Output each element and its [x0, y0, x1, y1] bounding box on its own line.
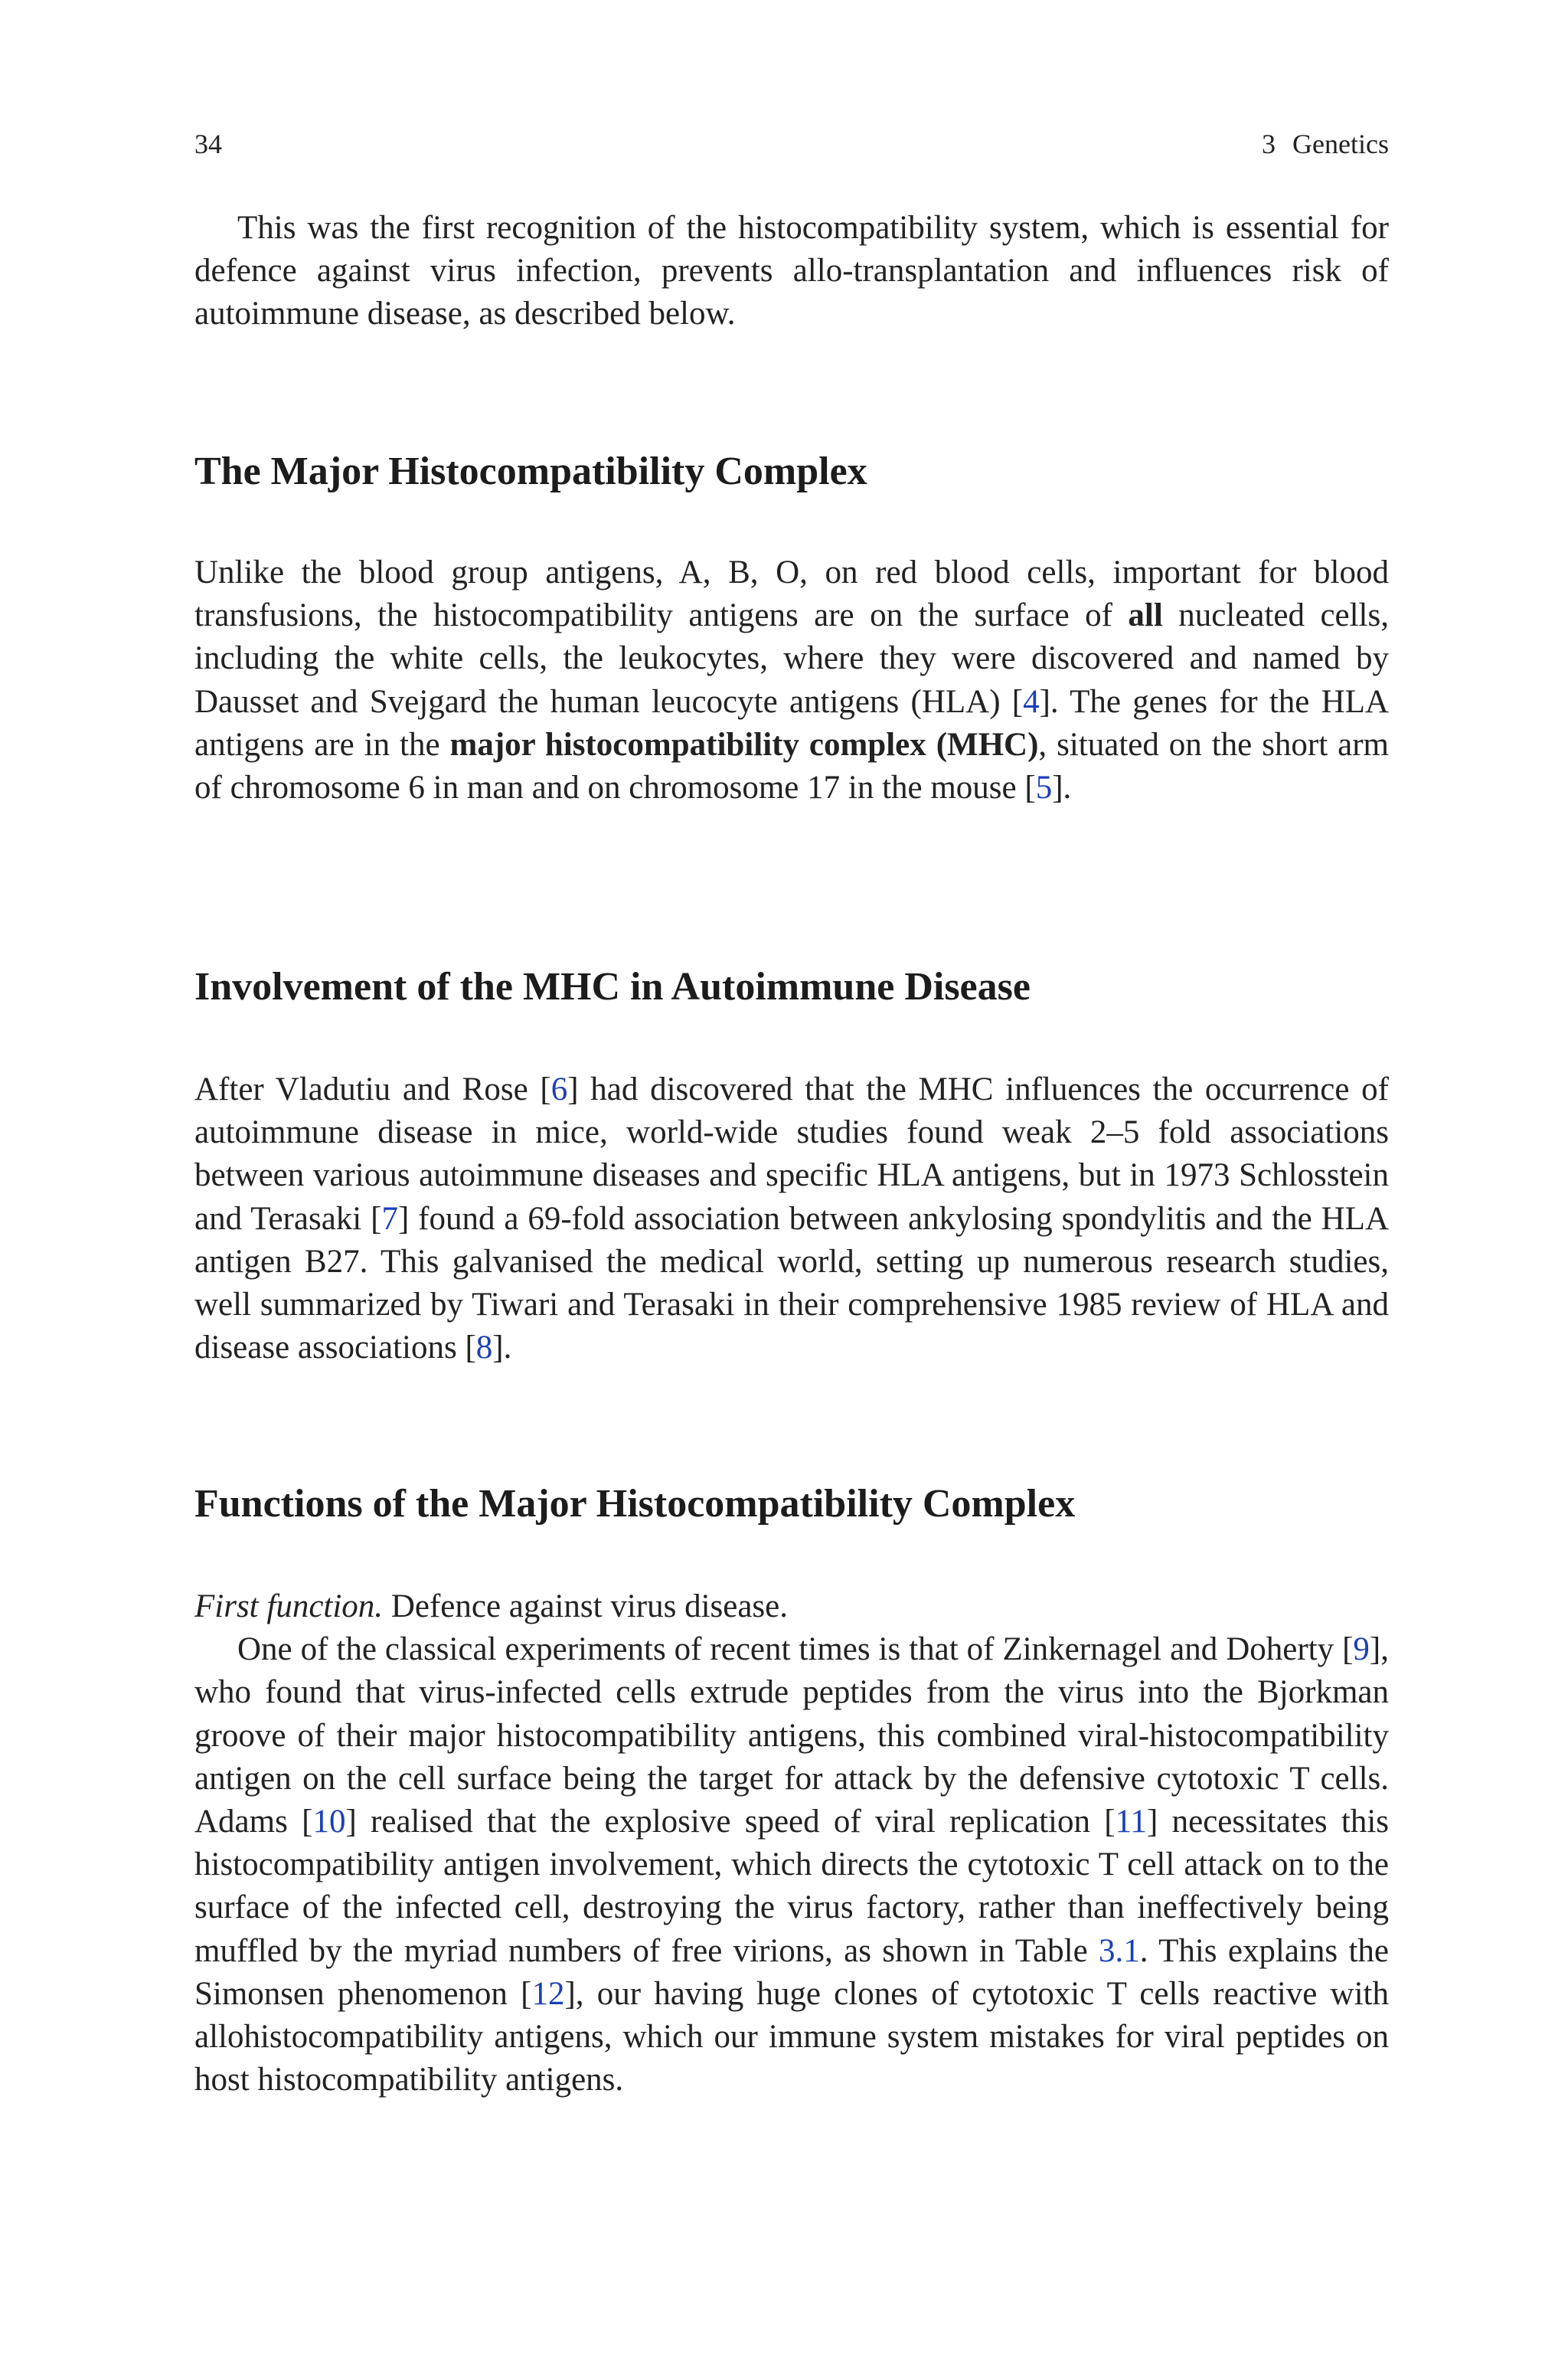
intro-paragraph: This was the first recognition of the histocompatibility system, which is essential for defence against virus infection, prevents allo-transplantation and influences risk of autoimmune disease, as described below.: [194, 210, 1389, 332]
chapter-running-title: [1262, 127, 1389, 161]
chapter-title: Genetics: [1292, 129, 1389, 159]
citation-link-7[interactable]: 7: [381, 1200, 398, 1237]
citation-link-10[interactable]: 10: [312, 1804, 346, 1840]
text-run: ] realised that the explosive speed of viral replication [: [345, 1804, 1116, 1840]
section-heading-functions: Functions of the Major Histocompatibility Complex: [194, 1482, 1076, 1526]
text-run: ], who found that virus-infected cells extrude peptides from the virus into the Bjorkman groove of their major histocompatibility antigens, this combined viral-histocompatibility antigen on the cell surface being the target for attack by the defensive cytotoxic T cells. Adams [: [194, 1631, 1389, 1840]
citation-link-12[interactable]: 12: [531, 1975, 565, 2012]
first-function-line: [194, 1585, 1389, 1628]
mhc-paragraph: [194, 551, 1389, 810]
autoimmune-paragraph: [194, 1068, 1389, 1369]
functions-section-heading-block: [194, 1480, 1389, 1529]
mhc-section-heading-block: [194, 447, 1389, 496]
chapter-number: 3: [1262, 129, 1276, 159]
citation-link-4[interactable]: 4: [1023, 683, 1040, 720]
text-run: ] found a 69-fold association between ankylosing spondylitis and the HLA antigen B27. This galvanised the medical world, setting up numerous research studies, well summarized by Tiwari and Terasaki in their comprehensive 1985 review of HLA and disease associations [: [194, 1200, 1389, 1366]
text-run: After Vladutiu and Rose [: [194, 1071, 551, 1107]
citation-link-8[interactable]: 8: [475, 1330, 493, 1366]
text-run: ] necessitates this histocompatibility antigen involvement, which directs the cytotoxic T cell attack on to the surface of the infected cell, destroying the virus factory, rather than ineffectively being muffled by the myriad numbers of free virions, as shown in Table: [194, 1804, 1389, 1969]
functions-section-body: [194, 1585, 1389, 2102]
section-heading-autoimmune: Involvement of the MHC in Autoimmune Disease: [194, 965, 1031, 1009]
intro-block: [194, 207, 1389, 336]
text-run: One of the classical experiments of recent times is that of Zinkernagel and Doherty [: [237, 1631, 1354, 1668]
page-number: 34: [194, 129, 222, 159]
table-reference-link[interactable]: 3.1: [1099, 1932, 1140, 1969]
citation-link-6[interactable]: 6: [550, 1071, 568, 1107]
text-run: . This explains the Simonsen phenomenon [: [194, 1932, 1389, 2012]
text-run: , situated on the short arm of chromosome 6 in man and on chromosome 17 in the mouse [: [194, 726, 1389, 806]
mhc-section-body: [194, 551, 1389, 810]
functions-paragraph: [194, 1628, 1389, 2102]
text-run: Defence against virus disease.: [383, 1588, 788, 1624]
citation-link-11[interactable]: 11: [1115, 1804, 1147, 1840]
citation-link-9[interactable]: 9: [1353, 1631, 1370, 1668]
bold-mhc-term: major histocompatibility complex (MHC): [449, 726, 1039, 763]
citation-link-5[interactable]: 5: [1035, 770, 1053, 806]
text-run: ], our having huge clones of cytotoxic T cells reactive with allohistocompatibility antigens, which our immune system mistakes for viral peptides on host histocompatibility antigens.: [194, 1975, 1389, 2098]
text-run: ].: [492, 1330, 512, 1366]
bold-all: all: [1128, 597, 1163, 634]
autoimmune-section-heading-block: [194, 963, 1389, 1012]
first-function-label: First function.: [194, 1588, 384, 1624]
text-run: ]. The genes for the HLA antigens are in the: [194, 683, 1389, 763]
text-run: ] had discovered that the MHC influences the occurrence of autoimmune disease in mice, world-wide studies found weak 2–5 fold associations between various autoimmune diseases and specific HLA antigens, but in 1973 Schlosstein and Terasaki [: [194, 1071, 1389, 1237]
running-header: [194, 127, 1389, 161]
text-run: nucleated cells, including the white cells, the leukocytes, where they were discovered and named by Dausset and Svejgard the human leucocyte antigens (HLA) [: [194, 597, 1389, 720]
text-run: ].: [1052, 770, 1072, 806]
autoimmune-section-body: [194, 1068, 1389, 1369]
text-run: Unlike the blood group antigens, A, B, O, on red blood cells, important for blood transfusions, the histocompatibility antigens are on the surface of: [194, 554, 1389, 634]
section-heading-mhc: The Major Histocompatibility Complex: [194, 450, 867, 493]
